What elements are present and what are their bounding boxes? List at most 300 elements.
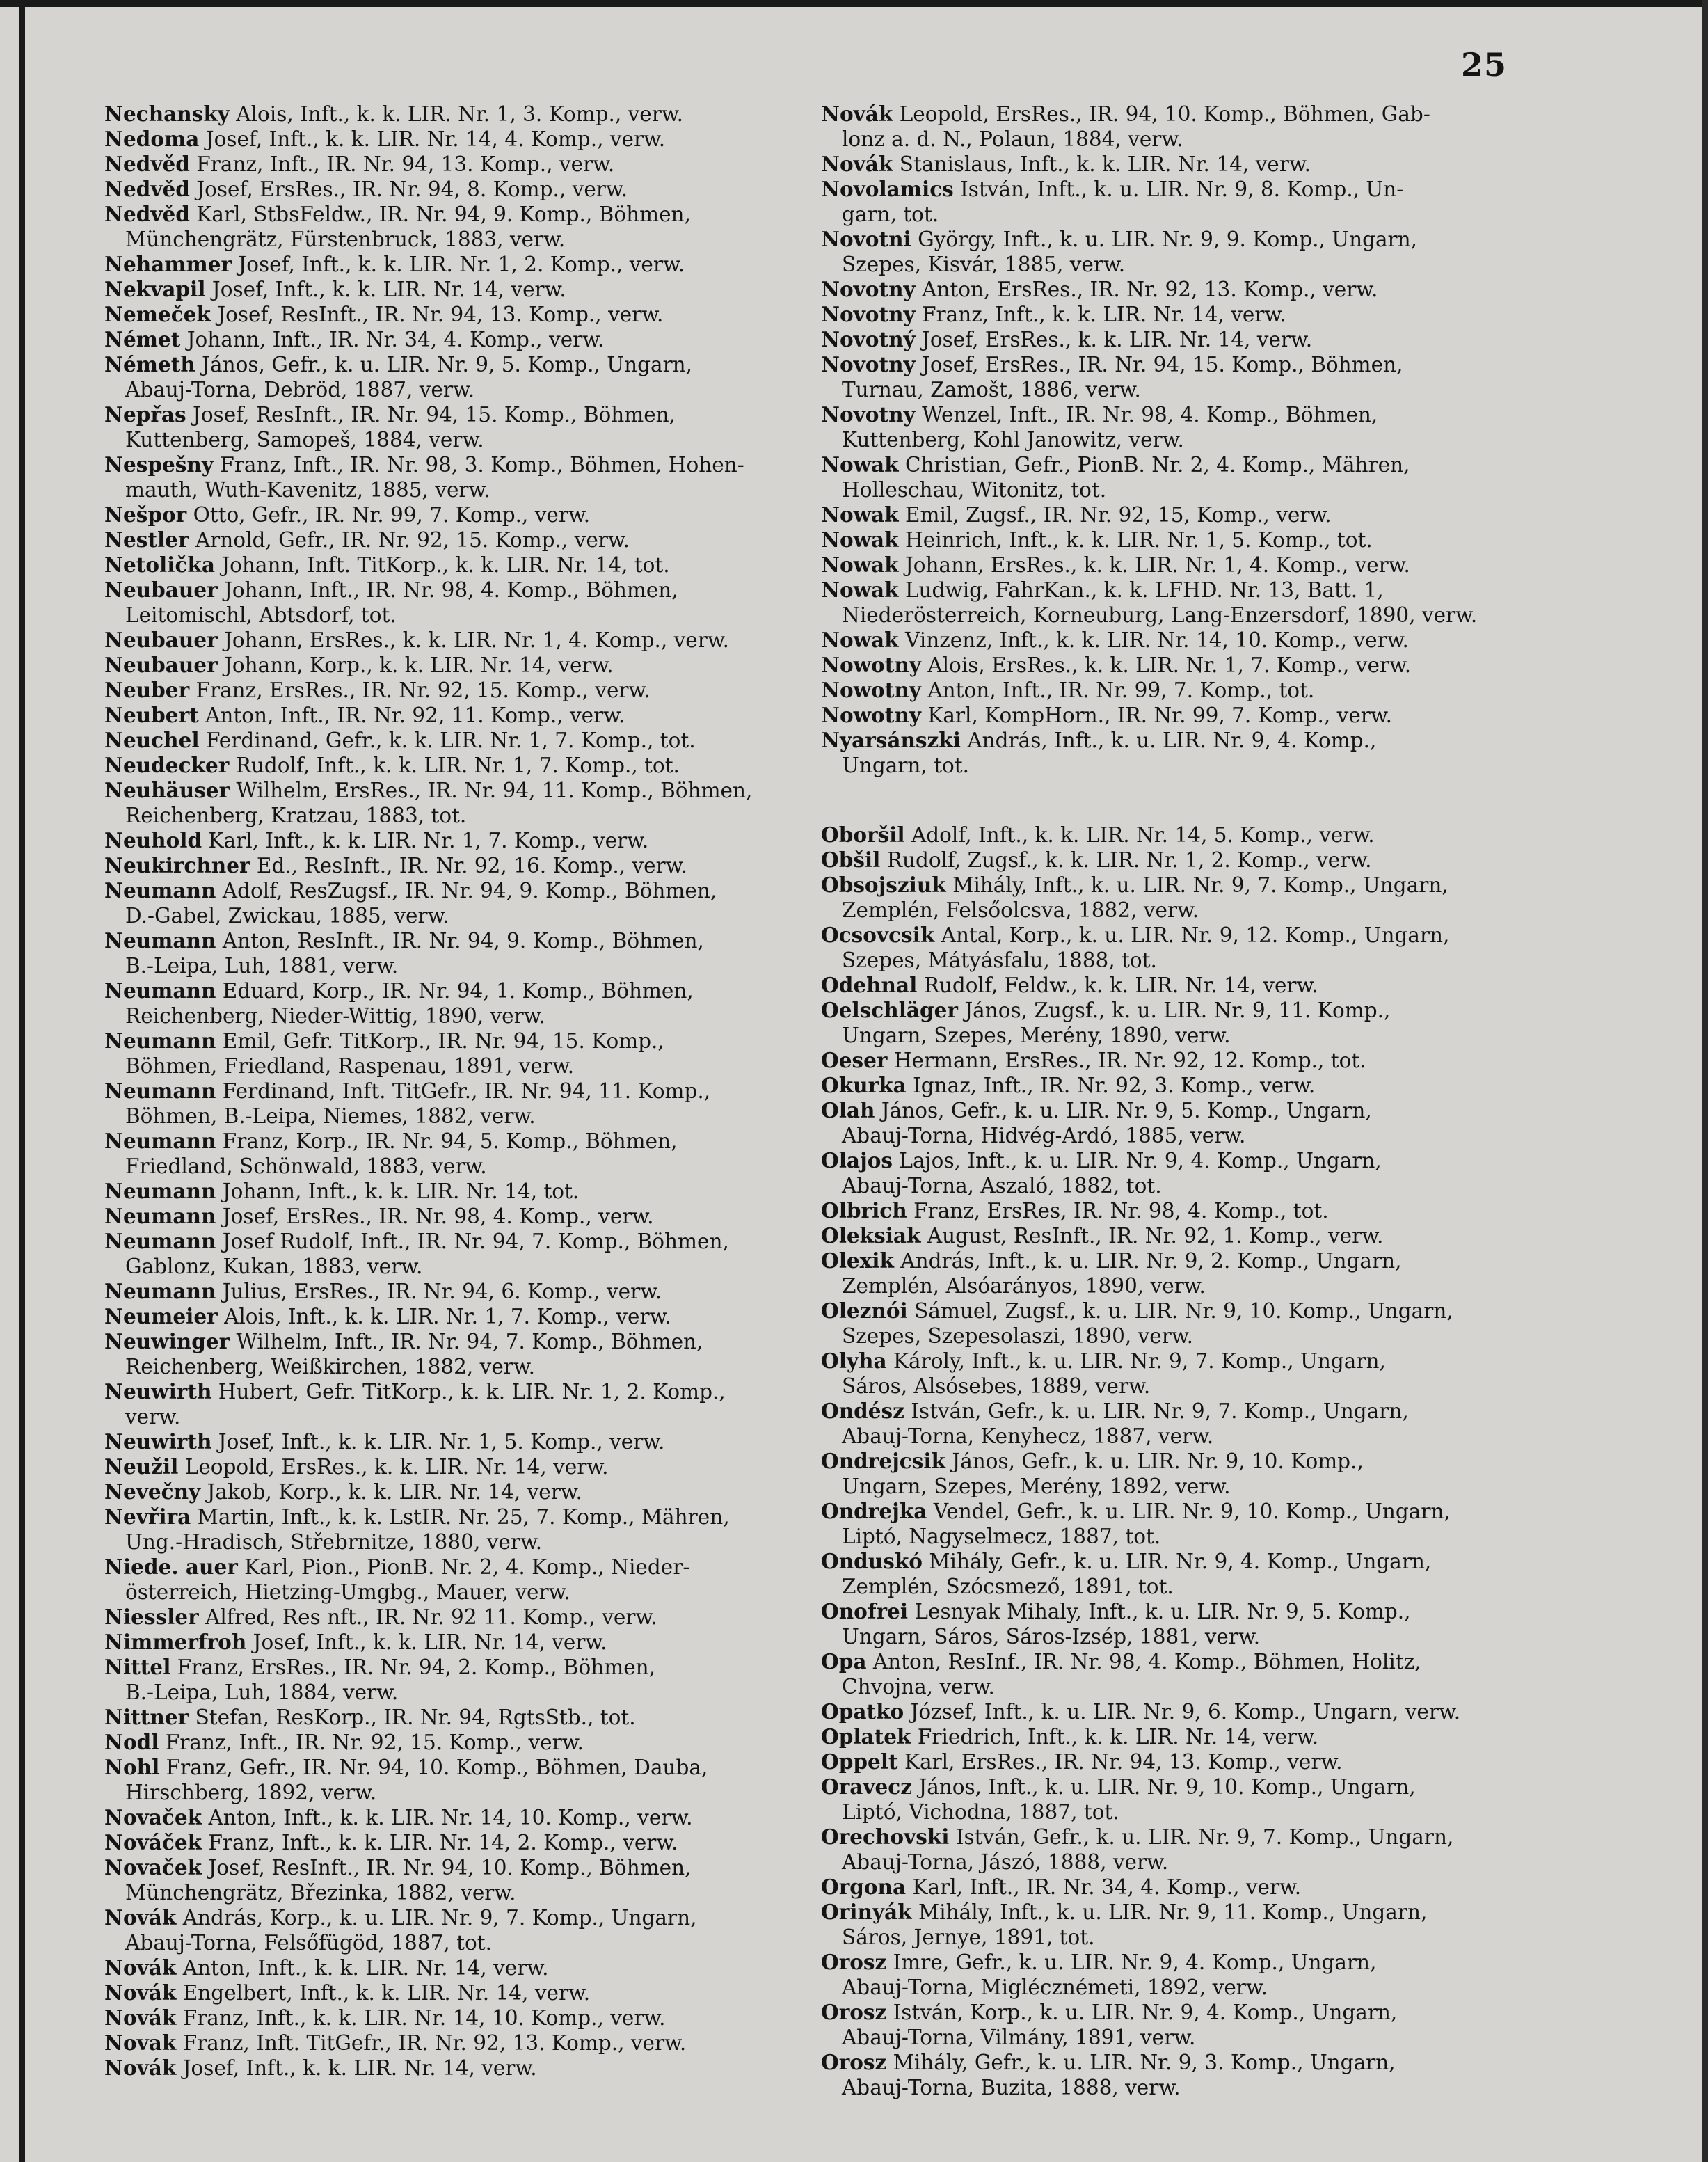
entry-details: István, Korp., k. u. LIR. Nr. 9, 4. Komp., Ungarn, [886, 2001, 1398, 2024]
entry-surname: Neumeier [104, 1304, 218, 1328]
entry-surname: Nowak [821, 527, 899, 552]
list-entry [821, 848, 1517, 873]
entry-surname: Novak [104, 2030, 177, 2055]
list-entry [821, 1649, 1517, 1699]
section-gap [821, 778, 1517, 822]
entry-details: Adolf, ResZugsf., IR. Nr. 94, 9. Komp., Böhmen, [216, 879, 717, 903]
entry-details: Otto, Gefr., IR. Nr. 99, 7. Komp., verw. [186, 503, 591, 527]
list-entry [821, 352, 1517, 402]
list-entry [104, 1655, 807, 1705]
entry-surname: Neuber [104, 678, 190, 702]
entry-details: Jakob, Korp., k. k. LIR. Nr. 14, verw. [200, 1480, 582, 1504]
list-entry [104, 1980, 807, 2005]
list-entry [821, 1248, 1517, 1298]
list-entry [104, 1229, 807, 1279]
entry-details: Adolf, Inft., k. k. LIR. Nr. 14, 5. Komp., verw. [904, 823, 1375, 847]
entry-surname: Novák [104, 1905, 177, 1930]
entry-surname: Nowak [821, 502, 899, 527]
entry-surname: Novaček [104, 1855, 202, 1879]
entry-details: Franz, Inft., k. k. LIR. Nr. 14, verw. [915, 303, 1286, 326]
entry-details: Mihály, Gefr., k. u. LIR. Nr. 9, 3. Komp., Ungarn, [886, 2051, 1396, 2074]
list-entry [104, 753, 807, 778]
entry-surname: Okurka [821, 1073, 907, 1097]
list-entry [104, 1905, 807, 1955]
list-entry [104, 1504, 807, 1555]
list-entry [104, 1279, 807, 1304]
entry-surname: Neubauer [104, 628, 218, 652]
list-entry [821, 527, 1517, 553]
entry-details: Franz, Inft., k. k. LIR. Nr. 14, 2. Komp., verw. [202, 1831, 678, 1854]
entry-details: János, Gefr., k. u. LIR. Nr. 9, 10. Komp., [945, 1449, 1364, 1473]
entry-surname: Németh [104, 352, 195, 376]
list-entry [821, 578, 1517, 628]
entry-details: Anton, ErsRes., IR. Nr. 92, 13. Komp., verw. [915, 278, 1378, 301]
list-entry [104, 1304, 807, 1329]
entry-surname: Nedoma [104, 127, 200, 151]
entry-continuation: mauth, Wuth-Kavenitz, 1885, verw. [125, 478, 490, 502]
list-entry [821, 703, 1517, 728]
list-entry [821, 678, 1517, 703]
entry-surname: Neuchel [104, 728, 200, 752]
entry-details: János, Inft., k. u. LIR. Nr. 9, 10. Komp., Ungarn, [911, 1775, 1416, 1799]
list-entry [821, 452, 1517, 502]
entry-surname: Obšil [821, 848, 881, 872]
entry-details: Franz, Inft., IR. Nr. 94, 13. Komp., verw. [189, 152, 615, 176]
list-entry [104, 527, 807, 553]
entry-surname: Novotny [821, 302, 916, 326]
list-entry [104, 1830, 807, 1855]
entry-details: Franz, Gefr., IR. Nr. 94, 10. Komp., Böhmen, Dauba, [159, 1756, 708, 1779]
entry-continuation: lonz a. d. N., Polaun, 1884, verw. [842, 127, 1183, 151]
entry-surname: Oboršil [821, 822, 905, 847]
list-entry [821, 873, 1517, 923]
list-entry [104, 828, 807, 853]
entry-continuation: Abauj-Torna, Aszaló, 1882, tot. [842, 1174, 1162, 1198]
entry-surname: Neumann [104, 1229, 216, 1253]
entry-continuation: Sáros, Jernye, 1891, tot. [842, 1925, 1095, 1949]
entry-details: András, Korp., k. u. LIR. Nr. 9, 7. Komp., Ungarn, [176, 1906, 697, 1930]
entry-surname: Nespešny [104, 452, 214, 477]
list-entry [821, 2050, 1517, 2100]
entry-continuation: Turnau, Zamošt, 1886, verw. [842, 378, 1141, 402]
list-entry [104, 1028, 807, 1079]
list-entry [104, 628, 807, 653]
list-entry [821, 102, 1517, 152]
list-entry [821, 1148, 1517, 1198]
entry-details: Imre, Gefr., k. u. LIR. Nr. 9, 4. Komp., Ungarn, [886, 1950, 1377, 1974]
list-entry [821, 1399, 1517, 1449]
entry-details: Wenzel, Inft., IR. Nr. 98, 4. Komp., Böhmen, [915, 403, 1378, 427]
list-entry [104, 1805, 807, 1830]
list-entry [104, 152, 807, 177]
entry-continuation: Münchengrätz, Fürstenbruck, 1883, verw. [125, 228, 566, 251]
entry-surname: Nittel [104, 1655, 171, 1679]
entry-surname: Nemeček [104, 302, 211, 326]
list-entry [104, 678, 807, 703]
list-entry [821, 1599, 1517, 1649]
list-entry [104, 1379, 807, 1429]
entry-surname: Ondrejcsik [821, 1449, 945, 1473]
entry-surname: Oleznói [821, 1298, 908, 1323]
entry-details: Julius, ErsRes., IR. Nr. 94, 6. Komp., verw. [216, 1280, 662, 1303]
entry-surname: Novák [821, 102, 893, 126]
entry-surname: Orosz [821, 2050, 887, 2074]
entry-details: András, Inft., k. u. LIR. Nr. 9, 2. Komp., Ungarn, [893, 1249, 1402, 1273]
entry-details: István, Inft., k. u. LIR. Nr. 9, 8. Komp., Un- [953, 177, 1404, 201]
list-entry [104, 1129, 807, 1179]
entry-details: Anton, Inft., IR. Nr. 92, 11. Komp., verw. [198, 704, 625, 727]
entry-surname: Nyarsánszki [821, 728, 961, 752]
entry-surname: Opa [821, 1649, 867, 1674]
entry-surname: Nevřira [104, 1504, 191, 1529]
entry-continuation: Abauj-Torna, Miglécznémeti, 1892, verw. [842, 1976, 1268, 1999]
list-entry [104, 2056, 807, 2081]
entry-details: Josef, ResInft., IR. Nr. 94, 13. Komp., verw. [210, 303, 664, 326]
entry-continuation: Chvojna, verw. [842, 1675, 995, 1699]
entry-surname: Neumann [104, 928, 216, 953]
entry-surname: Olbrich [821, 1198, 907, 1223]
entry-continuation: Abauj-Torna, Vilmány, 1891, verw. [842, 2026, 1196, 2049]
entry-details: Josef, ErsRes., IR. Nr. 98, 4. Komp., verw. [216, 1205, 654, 1228]
entry-details: József, Inft., k. u. LIR. Nr. 9, 6. Komp., Ungarn, verw. [904, 1700, 1461, 1724]
list-entry [821, 1699, 1517, 1724]
entry-details: Stefan, ResKorp., IR. Nr. 94, RgtsStb., tot. [189, 1706, 636, 1729]
entry-details: Heinrich, Inft., k. k. LIR. Nr. 1, 5. Komp., tot. [898, 528, 1373, 552]
entry-continuation: Gablonz, Kukan, 1883, verw. [125, 1255, 423, 1278]
entry-surname: Novák [821, 152, 893, 176]
list-entry [821, 502, 1517, 527]
entry-surname: Nechansky [104, 102, 230, 126]
entry-surname: Novaček [104, 1805, 202, 1829]
list-entry [104, 252, 807, 277]
list-entry [104, 1630, 807, 1655]
entry-surname: Neubauer [104, 653, 218, 677]
list-entry [104, 1605, 807, 1630]
entry-surname: Nimmerfroh [104, 1630, 247, 1654]
list-entry [104, 778, 807, 828]
list-entry [821, 998, 1517, 1048]
entry-details: Johann, Inft., IR. Nr. 98, 4. Komp., Böhmen, [217, 578, 678, 602]
list-entry [821, 277, 1517, 302]
entry-continuation: Friedland, Schönwald, 1883, verw. [125, 1154, 487, 1178]
entry-surname: Onofrei [821, 1599, 909, 1623]
entry-details: Ferdinand, Gefr., k. k. LIR. Nr. 1, 7. Komp., tot. [199, 729, 696, 752]
entry-continuation: B.-Leipa, Luh, 1881, verw. [125, 954, 399, 978]
entry-surname: Nedvěd [104, 177, 190, 201]
entry-details: Hubert, Gefr. TitKorp., k. k. LIR. Nr. 1, 2. Komp., [211, 1380, 726, 1404]
entry-continuation: Holleschau, Witonitz, tot. [842, 478, 1107, 502]
entry-surname: Nowak [821, 628, 899, 652]
entry-continuation: Hirschberg, 1892, verw. [125, 1781, 377, 1804]
entry-surname: Netolička [104, 553, 215, 577]
list-entry [104, 1479, 807, 1504]
entry-continuation: Liptó, Vichodna, 1887, tot. [842, 1800, 1119, 1824]
entry-details: Josef, Inft., k. k. LIR. Nr. 1, 2. Komp., verw. [232, 253, 685, 276]
entry-continuation: Abauj-Torna, Jászó, 1888, verw. [842, 1850, 1169, 1874]
entry-continuation: Böhmen, B.-Leipa, Niemes, 1882, verw. [125, 1104, 536, 1128]
list-entry [104, 978, 807, 1028]
entry-details: Anton, ResInf., IR. Nr. 98, 4. Komp., Böhmen, Holitz, [866, 1650, 1421, 1674]
list-entry [821, 1774, 1517, 1825]
left-column [104, 102, 807, 2081]
entry-details: Franz, ErsRes, IR. Nr. 98, 4. Komp., tot. [907, 1199, 1329, 1223]
entry-surname: Neuwinger [104, 1329, 230, 1353]
list-entry [821, 1073, 1517, 1098]
entry-details: Martin, Inft., k. k. LstIR. Nr. 25, 7. Komp., Mähren, [191, 1505, 730, 1529]
entry-details: Ludwig, FahrKan., k. k. LFHD. Nr. 13, Batt. 1, [898, 578, 1384, 602]
entry-surname: Novotni [821, 227, 911, 251]
list-entry [104, 177, 807, 202]
entry-surname: Nohl [104, 1755, 160, 1779]
entry-details: Sámuel, Zugsf., k. u. LIR. Nr. 9, 10. Komp., Ungarn, [907, 1299, 1453, 1323]
entry-details: András, Inft., k. u. LIR. Nr. 9, 4. Komp., [960, 729, 1377, 752]
entry-details: Stanislaus, Inft., k. k. LIR. Nr. 14, verw. [893, 152, 1311, 176]
entry-surname: Nováček [104, 1830, 202, 1854]
entry-details: Alfred, Res nft., IR. Nr. 92 11. Komp., verw. [198, 1605, 657, 1629]
list-entry [821, 822, 1517, 848]
entry-details: Franz, Inft. TitGefr., IR. Nr. 92, 13. Komp., verw. [176, 2031, 687, 2055]
entry-continuation: Kuttenberg, Samopeš, 1884, verw. [125, 428, 484, 452]
list-entry [104, 553, 807, 578]
list-entry [821, 973, 1517, 998]
entry-surname: Nowotny [821, 653, 921, 677]
entry-continuation: D.-Gabel, Zwickau, 1885, verw. [125, 904, 449, 928]
list-entry [104, 653, 807, 678]
list-entry [104, 928, 807, 978]
list-entry [104, 352, 807, 402]
list-entry [104, 327, 807, 352]
entry-details: Eduard, Korp., IR. Nr. 94, 1. Komp., Böhmen, [216, 979, 694, 1003]
list-entry [821, 1825, 1517, 1875]
entry-continuation: Reichenberg, Kratzau, 1883, tot. [125, 804, 467, 827]
list-entry [821, 628, 1517, 653]
list-entry [821, 728, 1517, 778]
entry-details: Johann, ErsRes., k. k. LIR. Nr. 1, 4. Komp., verw. [217, 628, 729, 652]
entry-surname: Orosz [821, 1950, 887, 1974]
list-entry [821, 327, 1517, 352]
entry-details: György, Inft., k. u. LIR. Nr. 9, 9. Komp., Ungarn, [911, 228, 1418, 251]
entry-surname: Novolamics [821, 177, 954, 201]
entry-surname: Nittner [104, 1705, 189, 1729]
list-entry [104, 277, 807, 302]
list-entry [104, 1705, 807, 1730]
entry-surname: Novák [104, 1980, 177, 2005]
entry-surname: Nešpor [104, 502, 187, 527]
entry-continuation: Ungarn, Sáros, Sáros-Izsép, 1881, verw. [842, 1625, 1261, 1648]
entry-details: Christian, Gefr., PionB. Nr. 2, 4. Komp., Mähren, [898, 453, 1410, 477]
entry-continuation: Liptó, Nagyselmecz, 1887, tot. [842, 1525, 1161, 1548]
list-entry [821, 1900, 1517, 1950]
list-entry [821, 2000, 1517, 2050]
entry-details: Wilhelm, Inft., IR. Nr. 94, 7. Komp., Böhmen, [230, 1330, 703, 1353]
entry-surname: Novák [104, 1955, 177, 1980]
list-entry [821, 1749, 1517, 1774]
entry-details: Josef, ErsRes., k. k. LIR. Nr. 14, verw. [915, 328, 1313, 351]
entry-details: Ed., ResInft., IR. Nr. 92, 16. Komp., verw. [250, 854, 687, 877]
entry-surname: Nedvěd [104, 152, 190, 176]
entry-continuation: Zemplén, Szócsmező, 1891, tot. [842, 1575, 1174, 1598]
entry-details: Wilhelm, ErsRes., IR. Nr. 94, 11. Komp., Böhmen, [230, 779, 753, 802]
list-entry [104, 1755, 807, 1805]
entry-details: Karl, Inft., k. k. LIR. Nr. 1, 7. Komp., verw. [202, 829, 649, 852]
entry-continuation: Leitomischl, Abtsdorf, tot. [125, 603, 397, 627]
entry-surname: Neumann [104, 1028, 216, 1053]
entry-surname: Ocsovcsik [821, 923, 935, 947]
entry-surname: Nowak [821, 578, 899, 602]
entry-surname: Orgona [821, 1875, 907, 1899]
entry-continuation: Reichenberg, Weißkirchen, 1882, verw. [125, 1355, 536, 1378]
entry-details: Franz, Inft., k. k. LIR. Nr. 14, 10. Komp., verw. [176, 2006, 666, 2030]
entry-surname: Nedvěd [104, 202, 190, 226]
entry-surname: Novotný [821, 327, 916, 351]
entry-continuation: Zemplén, Alsóarányos, 1890, verw. [842, 1274, 1206, 1298]
entry-surname: Neudecker [104, 753, 230, 777]
entry-continuation: Niederösterreich, Korneuburg, Lang-Enzersdorf, 1890, verw. [842, 603, 1478, 627]
entry-surname: Ondrejka [821, 1499, 927, 1523]
entry-details: Johann, Inft., IR. Nr. 34, 4. Komp., verw. [180, 328, 605, 351]
entry-surname: Nodl [104, 1730, 159, 1754]
entry-surname: Opatko [821, 1699, 904, 1724]
entry-continuation: Abauj-Torna, Hidvég-Ardó, 1885, verw. [842, 1124, 1246, 1147]
entry-surname: Nowak [821, 553, 899, 577]
entry-details: Anton, Inft., k. k. LIR. Nr. 14, 10. Komp., verw. [202, 1806, 693, 1829]
entry-details: Alois, Inft., k. k. LIR. Nr. 1, 3. Komp., verw. [229, 102, 683, 126]
entry-details: Leopold, ErsRes., IR. 94, 10. Komp., Böhmen, Gab- [893, 102, 1430, 126]
entry-surname: Oppelt [821, 1749, 898, 1774]
entry-surname: Nevečny [104, 1479, 201, 1504]
list-entry [821, 1724, 1517, 1749]
entry-surname: Neumann [104, 1079, 216, 1103]
entry-details: Károly, Inft., k. u. LIR. Nr. 9, 7. Komp., Ungarn, [886, 1349, 1386, 1373]
entry-surname: Neumann [104, 1279, 216, 1303]
entry-details: Franz, ErsRes., IR. Nr. 92, 15. Komp., verw. [189, 678, 651, 702]
scan-right-edge [1702, 0, 1708, 2162]
list-entry [104, 127, 807, 152]
entry-details: Mihály, Inft., k. u. LIR. Nr. 9, 11. Komp., Ungarn, [911, 1900, 1428, 1924]
entry-details: Mihály, Inft., k. u. LIR. Nr. 9, 7. Komp., Ungarn, [945, 873, 1448, 897]
entry-details: Franz, Korp., IR. Nr. 94, 5. Komp., Böhmen, [216, 1129, 678, 1153]
list-entry [821, 1499, 1517, 1549]
entry-surname: Oelschläger [821, 998, 958, 1022]
entry-surname: Neumann [104, 978, 216, 1003]
entry-details: Josef, ResInft., IR. Nr. 94, 15. Komp., Böhmen, [186, 403, 676, 427]
entry-surname: Olajos [821, 1148, 893, 1173]
entry-details: Josef, ErsRes., IR. Nr. 94, 8. Komp., verw. [189, 177, 628, 201]
entry-surname: Neuhold [104, 828, 202, 852]
entry-details: Anton, ResInft., IR. Nr. 94, 9. Komp., Böhmen, [216, 929, 704, 953]
entry-continuation: Szepes, Kisvár, 1885, verw. [842, 253, 1126, 276]
scan-top-edge [0, 0, 1708, 7]
entry-continuation: Reichenberg, Nieder-Wittig, 1890, verw. [125, 1004, 545, 1028]
list-entry [104, 1179, 807, 1204]
scan-left-edge [19, 0, 25, 2162]
entry-details: Friedrich, Inft., k. k. LIR. Nr. 14, verw. [911, 1725, 1319, 1749]
entry-surname: Onduskó [821, 1549, 923, 1573]
list-entry [104, 1329, 807, 1379]
entry-details: Rudolf, Inft., k. k. LIR. Nr. 1, 7. Komp., tot. [229, 754, 680, 777]
entry-details: Franz, ErsRes., IR. Nr. 94, 2. Komp., Böhmen, [170, 1655, 656, 1679]
list-entry [821, 1875, 1517, 1900]
list-entry [104, 1955, 807, 1980]
entry-surname: Nehammer [104, 252, 232, 276]
n-section [821, 102, 1517, 778]
list-entry [104, 853, 807, 878]
entry-details: Josef, Inft., k. k. LIR. Nr. 14, verw. [205, 278, 566, 301]
entry-surname: Niede. auer [104, 1555, 238, 1579]
entry-continuation: Abauj-Torna, Felsőfügöd, 1887, tot. [125, 1931, 492, 1955]
entry-details: Johann, Inft. TitKorp., k. k. LIR. Nr. 14, tot. [214, 553, 670, 577]
entry-details: Anton, Inft., IR. Nr. 99, 7. Komp., tot. [920, 678, 1315, 702]
entry-details: János, Gefr., k. u. LIR. Nr. 9, 5. Komp., Ungarn, [875, 1099, 1372, 1122]
entry-details: Vendel, Gefr., k. u. LIR. Nr. 9, 10. Komp., Ungarn, [927, 1500, 1451, 1523]
entry-surname: Oleksiak [821, 1223, 921, 1248]
entry-surname: Neubauer [104, 578, 218, 602]
entry-details: István, Gefr., k. u. LIR. Nr. 9, 7. Komp., Ungarn, [949, 1825, 1454, 1849]
list-entry [821, 177, 1517, 227]
right-column [821, 102, 1517, 2100]
entry-surname: Neuhäuser [104, 778, 230, 802]
entry-surname: Német [104, 327, 181, 351]
entry-surname: Niessler [104, 1605, 199, 1629]
entry-details: Josef, Inft., k. k. LIR. Nr. 14, 4. Komp., verw. [199, 127, 666, 151]
entry-surname: Neumann [104, 1129, 216, 1153]
list-entry [821, 1098, 1517, 1148]
entry-details: János, Gefr., k. u. LIR. Nr. 9, 5. Komp., Ungarn, [195, 353, 693, 376]
list-entry [104, 1204, 807, 1229]
entry-continuation: Sáros, Alsósebes, 1889, verw. [842, 1374, 1151, 1398]
entry-surname: Novotny [821, 277, 916, 301]
entry-details: Ferdinand, Inft. TitGefr., IR. Nr. 94, 11. Komp., [216, 1079, 711, 1103]
entry-surname: Neumann [104, 878, 216, 903]
entry-details: István, Gefr., k. u. LIR. Nr. 9, 7. Komp., Ungarn, [904, 1399, 1409, 1423]
entry-continuation: österreich, Hietzing-Umgbg., Mauer, verw. [125, 1580, 570, 1604]
entry-details: Rudolf, Zugsf., k. k. LIR. Nr. 1, 2. Komp., verw. [880, 848, 1372, 872]
list-entry [104, 302, 807, 327]
entry-surname: Neuwirth [104, 1429, 212, 1454]
list-entry [821, 553, 1517, 578]
list-entry [104, 728, 807, 753]
list-entry [104, 1079, 807, 1129]
list-entry [104, 1730, 807, 1755]
entry-details: Josef, Inft., k. k. LIR. Nr. 1, 5. Komp., verw. [211, 1430, 665, 1454]
entry-surname: Orinyák [821, 1900, 912, 1924]
entry-details: Lesnyak Mihaly, Inft., k. u. LIR. Nr. 9, 5. Komp., [908, 1600, 1411, 1623]
list-entry [104, 502, 807, 527]
entry-details: Engelbert, Inft., k. k. LIR. Nr. 14, verw. [176, 1981, 591, 2005]
list-entry [821, 302, 1517, 327]
list-entry [821, 227, 1517, 277]
entry-surname: Novák [104, 2005, 177, 2030]
entry-details: Mihály, Gefr., k. u. LIR. Nr. 9, 4. Komp., Ungarn, [922, 1550, 1432, 1573]
page-number: 25 [1461, 46, 1508, 84]
entry-details: Karl, Pion., PionB. Nr. 2, 4. Komp., Nieder- [237, 1555, 690, 1579]
entry-surname: Novák [104, 2056, 177, 2080]
entry-details: Josef, ResInft., IR. Nr. 94, 10. Komp., Böhmen, [202, 1856, 692, 1879]
entry-surname: Ondész [821, 1399, 904, 1423]
entry-details: Anton, Inft., k. k. LIR. Nr. 14, verw. [176, 1956, 549, 1980]
entry-surname: Novotny [821, 352, 916, 376]
entry-details: Emil, Zugsf., IR. Nr. 92, 15, Komp., verw. [898, 503, 1332, 527]
entry-continuation: Szepes, Mátyásfalu, 1888, tot. [842, 948, 1157, 972]
list-entry [104, 402, 807, 452]
entry-details: Antal, Korp., k. u. LIR. Nr. 9, 12. Komp., Ungarn, [934, 923, 1450, 947]
entry-continuation: Ungarn, Szepes, Merény, 1892, verw. [842, 1475, 1231, 1498]
entry-details: Karl, StbsFeldw., IR. Nr. 94, 9. Komp., Böhmen, [189, 202, 691, 226]
entry-details: Rudolf, Feldw., k. k. LIR. Nr. 14, verw. [917, 973, 1318, 997]
entry-surname: Novotny [821, 402, 916, 427]
entry-details: János, Zugsf., k. u. LIR. Nr. 9, 11. Komp., [957, 999, 1391, 1022]
entry-details: Vinzenz, Inft., k. k. LIR. Nr. 14, 10. Komp., verw. [898, 628, 1409, 652]
